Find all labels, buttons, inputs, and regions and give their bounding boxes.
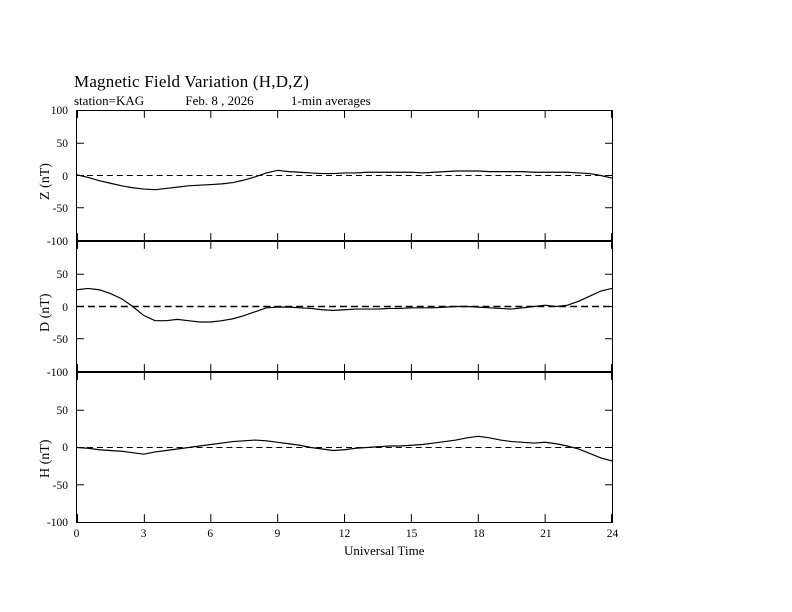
ytick-d-0: 0 (62, 301, 68, 314)
xtick-21: 21 (540, 528, 552, 540)
ytick-d-m50: -50 (52, 334, 68, 347)
ytick-h-50: 50 (56, 404, 68, 417)
ytick-z-m50: -50 (52, 203, 68, 216)
xtick-12: 12 (338, 528, 351, 540)
y-axis-label-h: H (nT) (38, 439, 53, 478)
xtick-24: 24 (606, 528, 619, 540)
y-axis-label-z: Z (nT) (38, 163, 53, 200)
ytick-z-0: 0 (62, 170, 68, 183)
ytick-d-50: 50 (56, 268, 68, 281)
ytick-h-0: 0 (62, 442, 68, 454)
ytick-h-m50: -50 (52, 479, 68, 492)
xtick-6: 6 (207, 528, 214, 540)
x-axis-label: Universal Time (344, 543, 425, 558)
ytick-z-50: 50 (56, 137, 68, 150)
station-label: station=KAG (74, 93, 145, 108)
ytick-h-m100: -100 (46, 517, 68, 529)
xtick-18: 18 (473, 528, 485, 540)
y-axis-label-d: D (nT) (38, 293, 53, 332)
xtick-9: 9 (274, 528, 281, 540)
ytick-d-m100: -100 (46, 367, 68, 379)
date-label: Feb. 8 , 2026 (185, 93, 254, 108)
xtick-0: 0 (73, 528, 80, 540)
ytick-z-m100: -100 (46, 236, 68, 248)
xtick-15: 15 (405, 528, 418, 540)
page-title: Magnetic Field Variation (H,D,Z) (74, 72, 310, 91)
ytick-z-100: 100 (50, 105, 68, 117)
averaging-label: 1-min averages (290, 93, 371, 108)
xtick-3: 3 (140, 528, 147, 540)
